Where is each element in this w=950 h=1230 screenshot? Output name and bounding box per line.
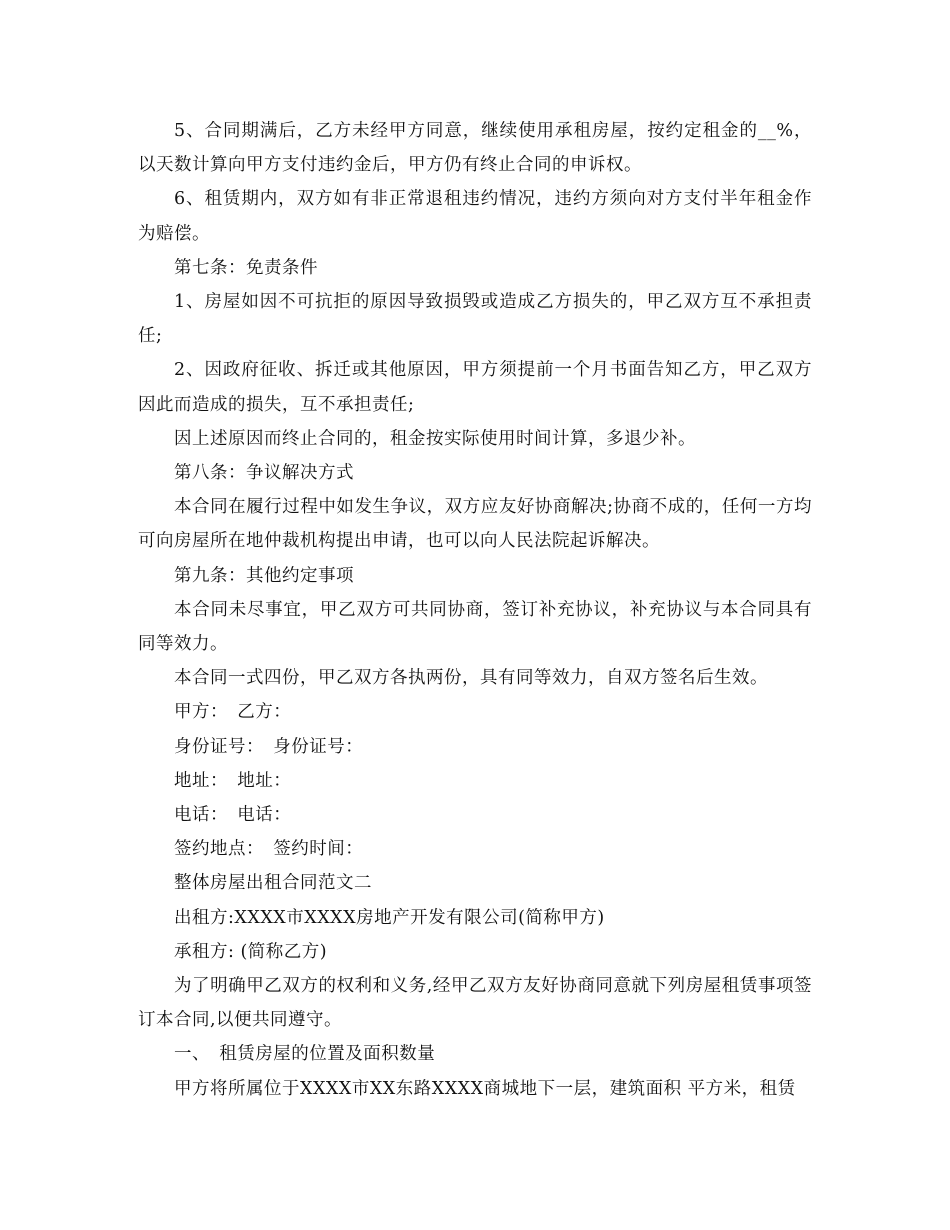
heading-article-7: 第七条：免责条件 xyxy=(174,257,318,278)
section-title-sample-2: 整体房屋出租合同范文二 xyxy=(174,873,372,894)
paragraph-clause-5: 5、合同期满后，乙方未经甲方同意，继续使用承租房屋，按约定租金的__%，以天数计算向甲方支付违约金后，甲方仍有终止合同的申诉权。 xyxy=(138,121,812,176)
paragraph-lessee: 承租方: (简称乙方) xyxy=(174,941,328,962)
heading-article-9: 第九条：其他约定事项 xyxy=(174,565,354,586)
heading-location-area: 一、 租赁房屋的位置及面积数量 xyxy=(174,1044,436,1065)
heading-article-8: 第八条：争议解决方式 xyxy=(174,463,354,484)
paragraph-exemption-2: 2、因政府征收、拆迁或其他原因，甲方须提前一个月书面告知乙方，甲乙双方因此而造成的损失，互不承担责任; xyxy=(138,360,812,415)
signature-parties: 甲方： 乙方： xyxy=(174,702,292,723)
paragraph-rent-settlement: 因上述原因而终止合同的，租金按实际使用时间计算，多退少补。 xyxy=(174,428,696,449)
paragraph-copies: 本合同一式四份，甲乙双方各执两份，具有同等效力，自双方签名后生效。 xyxy=(174,668,768,689)
signature-phones: 电话： 电话： xyxy=(174,805,292,826)
paragraph-exemption-1: 1、房屋如因不可抗拒的原因导致损毁或造成乙方损失的，甲乙双方互不承担责任; xyxy=(138,292,812,347)
signature-addresses: 地址： 地址： xyxy=(174,770,292,791)
document-body xyxy=(138,114,812,1106)
paragraph-preamble: 为了明确甲乙双方的权利和义务,经甲乙双方友好协商同意就下列房屋租赁事项签订本合同,以便共同遵守。 xyxy=(138,976,812,1031)
signature-id-numbers: 身份证号： 身份证号： xyxy=(174,736,364,757)
paragraph-supplement: 本合同未尽事宜，甲乙双方可共同协商，签订补充协议，补充协议与本合同具有同等效力。 xyxy=(138,599,812,655)
signature-place-time: 签约地点： 签约时间： xyxy=(174,839,364,860)
paragraph-premises: 甲方将所属位于XXXX市XX东路XXXX商城地下一层，建筑面积 平方米，租赁 xyxy=(174,1078,796,1099)
paragraph-lessor: 出租方:XXXX市XXXX房地产开发有限公司(简称甲方) xyxy=(174,907,605,928)
paragraph-dispute-resolution: 本合同在履行过程中如发生争议，双方应友好协商解决;协商不成的，任何一方均可向房屋所在地仲裁机构提出申请，也可以向人民法院起诉解决。 xyxy=(138,497,812,552)
paragraph-clause-6: 6、租赁期内，双方如有非正常退租违约情况，违约方须向对方支付半年租金作为赔偿。 xyxy=(138,189,812,244)
